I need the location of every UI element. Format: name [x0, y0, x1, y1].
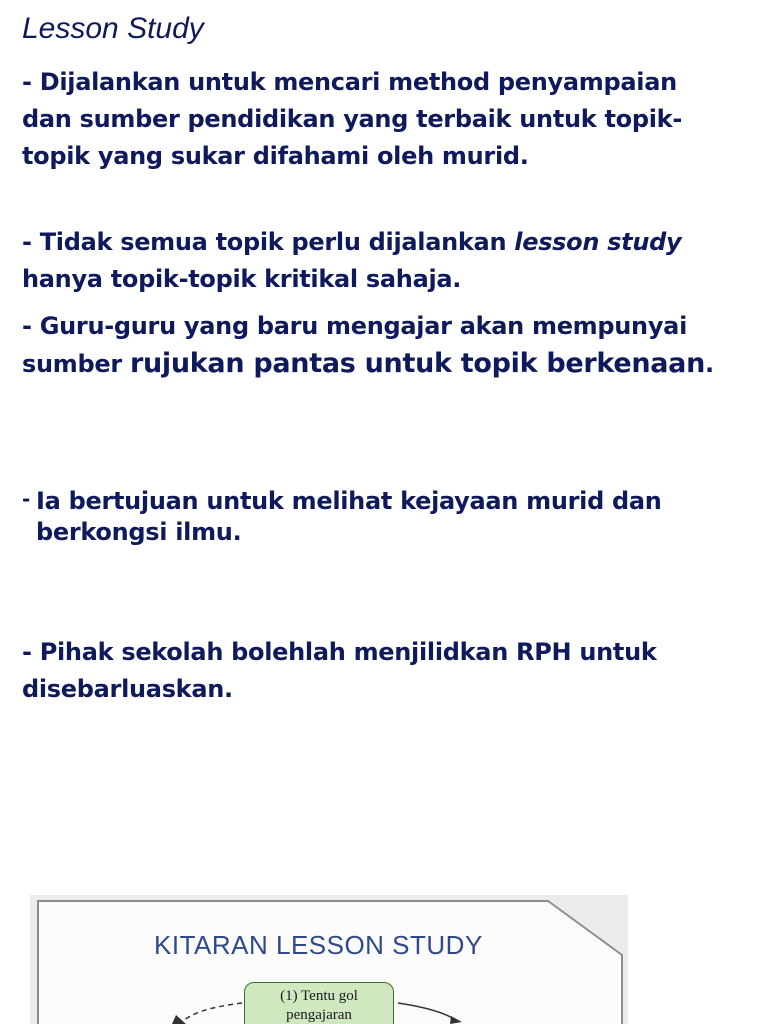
bullet-point-2-suffix: hanya topik-topik kritikal sahaja. — [22, 265, 462, 293]
bullet-point-5 — [22, 634, 722, 708]
bullet-point-2 — [22, 224, 722, 298]
bullet-point-3-emphasis: rujukan pantas untuk topik berkenaan — [129, 348, 706, 379]
bullet-point-5-text: - Pihak sekolah bolehlah menjilidkan RPH untuk disebarluaskan. — [22, 638, 657, 703]
cycle-step-1-line1: (1) Tentu gol — [280, 988, 358, 1004]
bullet-point-1 — [22, 64, 722, 175]
bullet-point-1-text: - Dijalankan untuk mencari method penyampaian dan sumber pendidikan yang terbaik untuk topik-topik yang sukar difahami oleh murid. — [22, 68, 682, 170]
page-title: Lesson Study — [22, 12, 204, 45]
bullet-point-3 — [22, 308, 722, 383]
bullet-point-4-text: Ia bertujuan untuk melihat kejayaan murid dan berkongsi ilmu. — [36, 487, 662, 546]
diagram-title: KITARAN LESSON STUDY — [154, 930, 483, 960]
bullet-point-4 — [22, 486, 722, 548]
bullet-point-2-italic: lesson study — [514, 228, 682, 256]
bullet-point-3-normal: - Guru-guru yang baru mengajar akan mempunyai sumber — [22, 312, 688, 378]
bullet-point-2-prefix: - Tidak semua topik perlu dijalankan — [22, 228, 515, 256]
lesson-study-cycle-diagram — [30, 895, 628, 1024]
bullet-point-3-end: . — [705, 350, 714, 378]
cycle-step-1-line2: pengajaran — [286, 1007, 352, 1023]
bullet-point-4-dash: - — [22, 487, 31, 511]
cycle-step-1-box — [244, 982, 394, 1024]
